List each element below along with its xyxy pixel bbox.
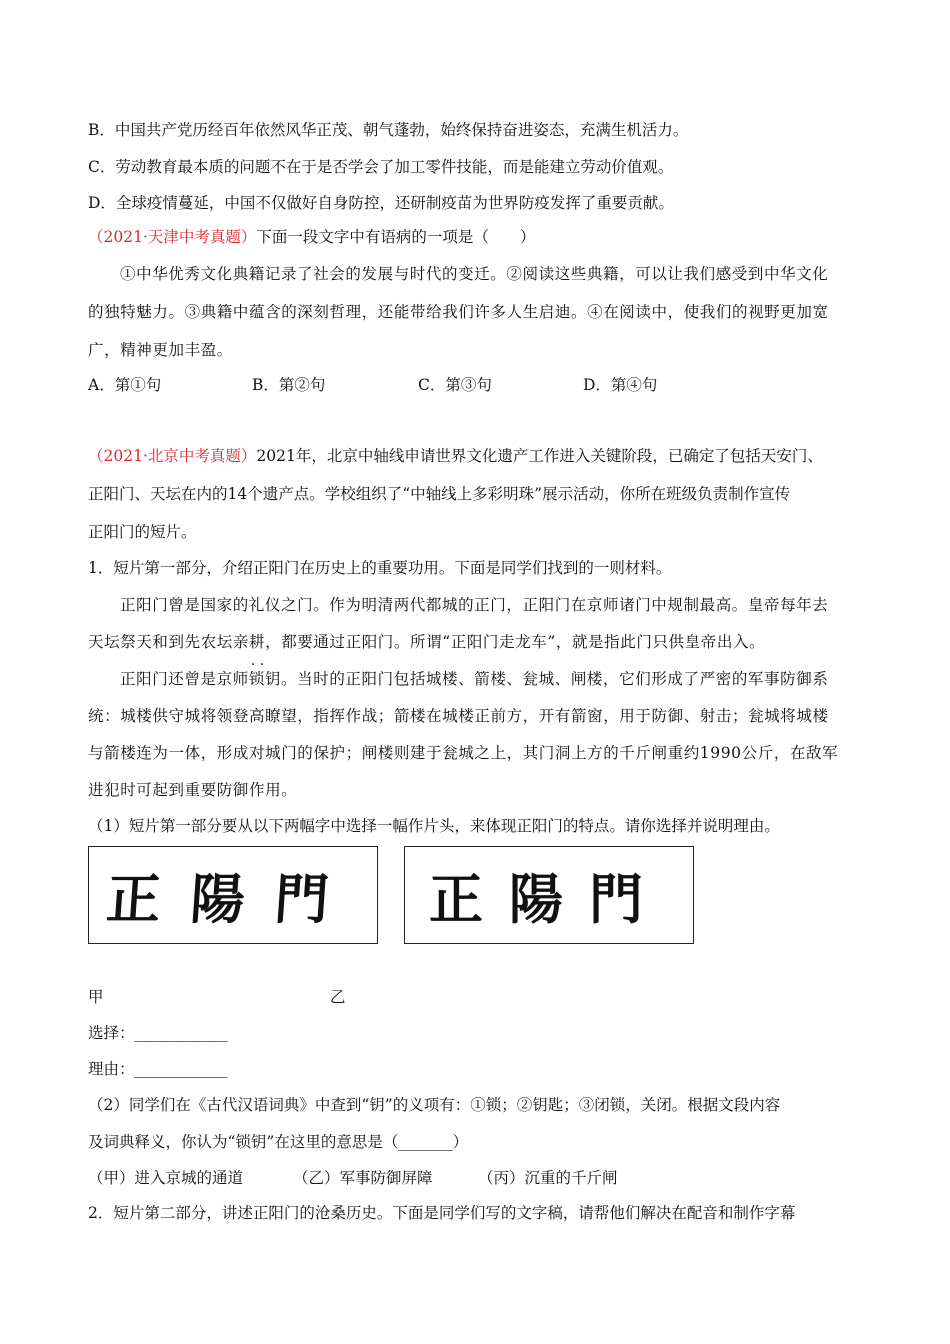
reason-blank[interactable]: 理由：____________ (88, 1060, 228, 1078)
material-text: 正阳门还曾是京师 (120, 670, 249, 688)
passage-line: 广，精神更加丰盈。 (88, 341, 233, 359)
calligraphy-text: 正陽門 (429, 866, 669, 931)
option-d: D．全球疫情蔓延，中国不仅做好自身防控，还研制疫苗为世界防疫发挥了重要贡献。 (88, 194, 674, 212)
calligraphy-yi-image (404, 846, 694, 944)
calligraphy-jia-image (88, 846, 378, 944)
choose-blank[interactable]: 选择：____________ (88, 1024, 228, 1042)
material-line: 进犯时可起到重要防御作用。 (88, 781, 298, 799)
part-2-heading: 2．短片第二部分，讲述正阳门的沧桑历史。下面是同学们写的文字稿，请帮他们解决在配音和制作字幕 (88, 1204, 796, 1222)
material-line: 天坛祭天和到先农坛亲耕，都要通过正阳门。所谓“正阳门走龙车”，就是指此门只供皇帝出入。 (88, 633, 766, 651)
label-yi: 乙 (330, 988, 346, 1006)
sub2-choice-jia: （甲）进入京城的通道 (88, 1169, 244, 1187)
material-line: 统：城楼供守城将领登高瞭望，指挥作战；箭楼在城楼正前方，开有箭窗，用于防御、射击；瓮城将城楼 (88, 707, 829, 725)
choice-a: A．第①句 (88, 376, 162, 394)
part-1-heading: 1．短片第一部分，介绍正阳门在历史上的重要功用。下面是同学们找到的一则材料。 (88, 559, 672, 577)
option-b: B．中国共产党历经百年依然风华正茂、朝气蓬勃，始终保持奋进姿态，充满生机活力。 (88, 121, 689, 139)
emphasized-keyword: · · 锁钥 (249, 670, 281, 688)
source-tag: （2021·天津中考真题） (88, 228, 257, 246)
material-text: 。当时的正阳门包括城楼、箭楼、瓮城、闸楼，它们形成了严密的军事防御系 (281, 670, 829, 688)
passage-line: ①中华优秀文化典籍记录了社会的发展与时代的变迁。②阅读这些典籍，可以让我们感受到中华文化 (120, 265, 829, 283)
sub-question-1: （1）短片第一部分要从以下两幅字中选择一幅作片头，来体现正阳门的特点。请你选择并说明理由。 (88, 817, 780, 835)
choice-b: B．第②句 (252, 376, 326, 394)
question-beijing (88, 444, 823, 466)
material-line: 与箭楼连为一体，形成对城门的保护；闸楼则建于瓮城之上，其门洞上方的千斤闸重约1990公斤，在敌军 (88, 744, 839, 762)
choice-c: C．第③句 (418, 376, 492, 394)
question-stem: 下面一段文字中有语病的一项是（ ） (256, 228, 536, 246)
intro-line: 2021年，北京中轴线申请世界文化遗产工作进入关键阶段，已确定了包括天安门、 (256, 447, 823, 465)
intro-line: 正阳门、天坛在内的14个遗产点。学校组织了“中轴线上多彩明珠”展示活动，你所在班级负责制作宣传 (88, 485, 791, 503)
sub-question-2: （2）同学们在《古代汉语词典》中查到“钥”的义项有：①锁；②钥匙；③闭锁，关闭。根据文段内容 (88, 1096, 781, 1114)
question-tianjin (88, 225, 535, 247)
sub2-choice-bing: （丙）沉重的千斤闸 (478, 1169, 618, 1187)
label-jia: 甲 (88, 988, 104, 1006)
sub-question-2-cont: 及词典释义，你认为“锁钥”在这里的意思是（_______） (88, 1133, 469, 1151)
choice-d: D．第④句 (583, 376, 658, 394)
passage-line: 的独特魅力。③典籍中蕴含的深刻哲理，还能带给我们许多人生启迪。④在阅读中，使我们的视野更加宽 (88, 303, 829, 321)
sub2-choice-yi: （乙）军事防御屏障 (293, 1169, 433, 1187)
calligraphy-text: 正陽門 (104, 866, 361, 931)
option-c: C．劳动教育最本质的问题不在于是否学会了加工零件技能，而是能建立劳动价值观。 (88, 158, 674, 176)
material-line (120, 667, 828, 689)
material-line: 正阳门曾是国家的礼仪之门。作为明清两代都城的正门，正阳门在京师诸门中规制最高。皇帝每年去 (120, 596, 829, 614)
intro-line: 正阳门的短片。 (88, 523, 197, 541)
source-tag: （2021·北京中考真题） (88, 447, 257, 465)
